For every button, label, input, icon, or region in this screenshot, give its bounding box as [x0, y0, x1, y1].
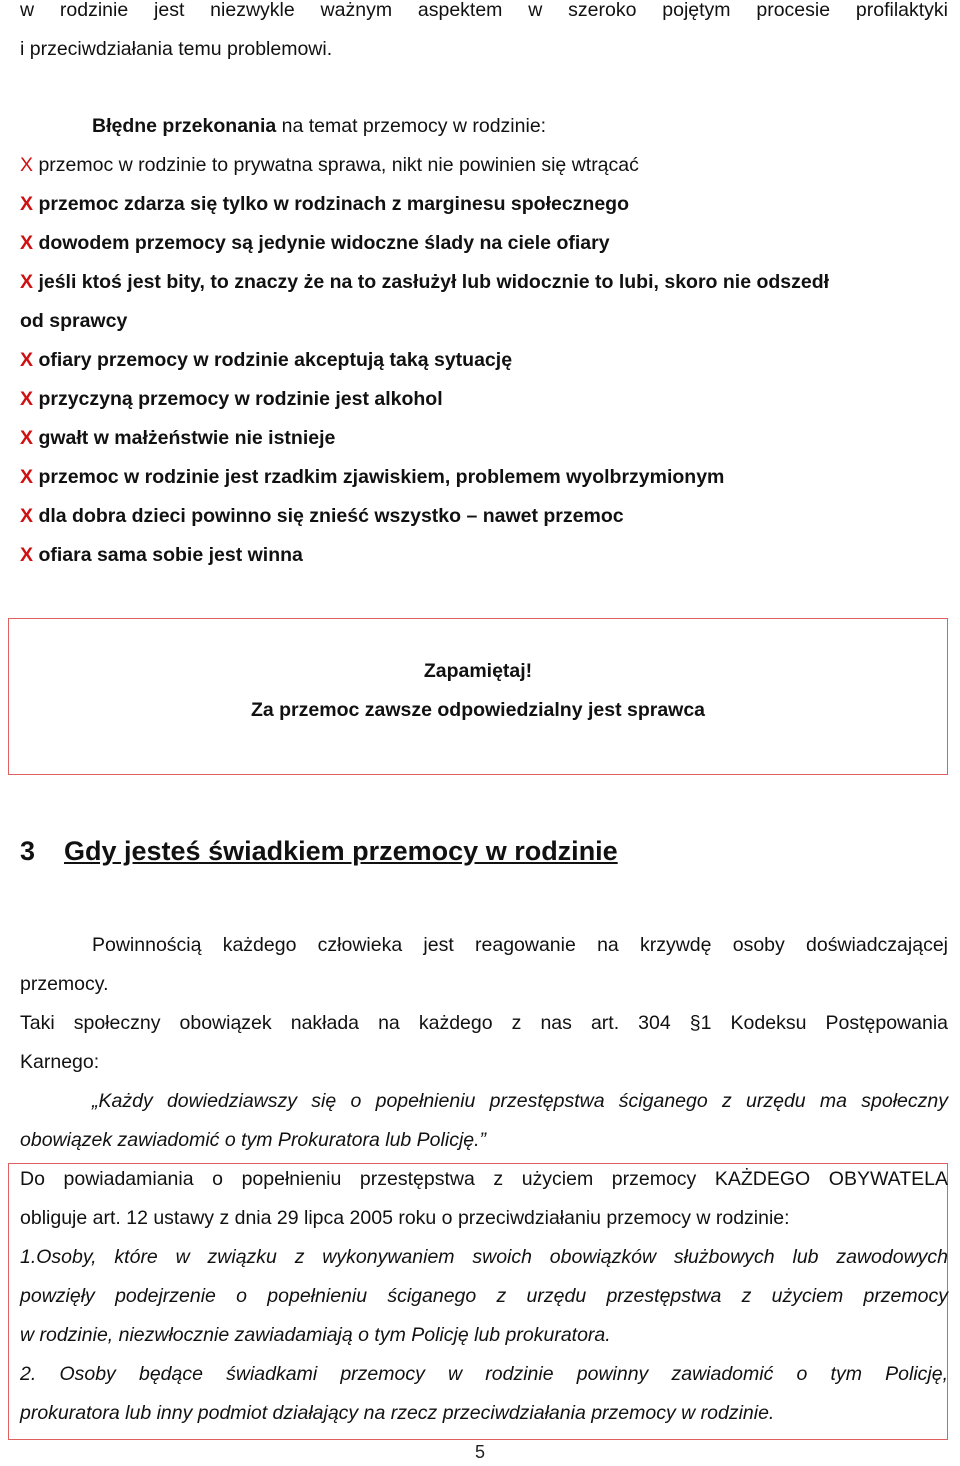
myth-text: przemoc zdarza się tylko w rodzinach z marginesu społecznego	[38, 193, 630, 215]
myth-text: ofiara sama sobie jest winna	[38, 544, 303, 566]
x-marker-icon: X	[20, 505, 34, 527]
myths-heading-rest: na temat przemocy w rodzinie:	[276, 115, 547, 137]
paragraph-line: Powinnością każdego człowieka jest reagowanie na krzywdę osoby doświadczającej	[92, 934, 948, 956]
myths-heading	[20, 107, 948, 146]
myth-text: dowodem przemocy są jedynie widoczne ślady na ciele ofiary	[38, 232, 610, 254]
law-line: obliguje art. 12 ustawy z dnia 29 lipca 2005 roku o przeciwdziałaniu przemocy w rodzinie:	[20, 1207, 790, 1229]
x-marker-icon: X	[20, 544, 34, 566]
law-line: prokuratora lub inny podmiot działający na rzecz przeciwdziałania przemocy w rodzinie.	[20, 1402, 775, 1424]
myth-item	[20, 341, 948, 380]
law-line: 1.Osoby, które w związku z wykonywaniem swoich obowiązków służbowych lub zawodowych	[20, 1246, 948, 1268]
myth-item	[20, 536, 948, 575]
law-line: powzięły podejrzenie o popełnieniu ściganego z urzędu przestępstwa z użyciem przemocy	[20, 1285, 948, 1307]
x-marker-icon: X	[20, 466, 34, 488]
x-marker-icon: X	[20, 271, 34, 293]
section-number: 3	[20, 836, 36, 866]
myth-text: przemoc w rodzinie to prywatna sprawa, nikt nie powinien się wtrącać	[38, 154, 639, 176]
x-marker-icon: X	[20, 427, 34, 449]
x-marker-icon: X	[20, 388, 34, 410]
paragraph-line: Karnego:	[20, 1051, 100, 1073]
section-title: Gdy jesteś świadkiem przemocy w rodzinie	[64, 836, 618, 866]
myth-item-continuation: od sprawcy	[20, 310, 128, 332]
remember-box	[8, 618, 948, 775]
myth-item	[20, 497, 948, 536]
myth-item	[20, 224, 948, 263]
law-text	[20, 1160, 948, 1433]
myth-text: przemoc w rodzinie jest rzadkim zjawiskiem, problemem wyolbrzymionym	[38, 466, 725, 488]
myth-text: jeśli ktoś jest bity, to znaczy że na to zasłużył lub widocznie to lubi, skoro nie odszedł	[38, 271, 830, 293]
page-number: 5	[474, 1442, 485, 1462]
intro-line-2: i przeciwdziałania temu problemowi.	[20, 38, 333, 60]
myth-item	[20, 146, 948, 185]
intro-line-1: w rodzinie jest niezwykle ważnym aspektem w szeroko pojętym procesie profilaktyki	[20, 0, 948, 21]
myth-item	[20, 380, 948, 419]
remember-title: Zapamiętaj!	[423, 660, 533, 682]
myth-item	[20, 458, 948, 497]
section-heading	[20, 836, 618, 867]
quote-line: obowiązek zawiadomić o tym Prokuratora lub Policję.”	[20, 1129, 487, 1151]
paragraph-line: Taki społeczny obowiązek nakłada na każdego z nas art. 304 §1 Kodeksu Postępowania	[20, 1012, 948, 1034]
law-line: Do powiadamiania o popełnieniu przestępstwa z użyciem przemocy KAŻDEGO OBYWATELA	[20, 1168, 948, 1190]
x-marker-icon: X	[20, 193, 34, 215]
myth-text: gwałt w małżeństwie nie istnieje	[38, 427, 336, 449]
x-marker-icon: X	[20, 349, 34, 371]
myths-section	[20, 107, 948, 575]
myth-item	[20, 185, 948, 224]
myth-item	[20, 263, 948, 302]
body-text	[20, 926, 948, 1160]
x-marker-icon: X	[20, 154, 34, 176]
remember-box-content	[9, 652, 947, 730]
myth-text: dla dobra dzieci powinno się znieść wszystko – nawet przemoc	[38, 505, 624, 527]
x-marker-icon: X	[20, 232, 34, 254]
paragraph-line: przemocy.	[20, 973, 109, 995]
myth-item	[20, 419, 948, 458]
law-line: 2. Osoby będące świadkami przemocy w rodzinie powinny zawiadomić o tym Policję,	[20, 1363, 948, 1385]
law-line: w rodzinie, niezwłocznie zawiadamiają o tym Policję lub prokuratora.	[20, 1324, 611, 1346]
myth-text: ofiary przemocy w rodzinie akceptują taką sytuację	[38, 349, 513, 371]
quote-line: „Każdy dowiedziawszy się o popełnieniu przestępstwa ściganego z urzędu ma społeczny	[92, 1090, 948, 1112]
myths-heading-bold: Błędne przekonania	[92, 115, 277, 137]
remember-statement: Za przemoc zawsze odpowiedzialny jest sprawca	[250, 699, 706, 721]
intro-text	[20, 0, 948, 69]
myth-text: przyczyną przemocy w rodzinie jest alkohol	[38, 388, 443, 410]
